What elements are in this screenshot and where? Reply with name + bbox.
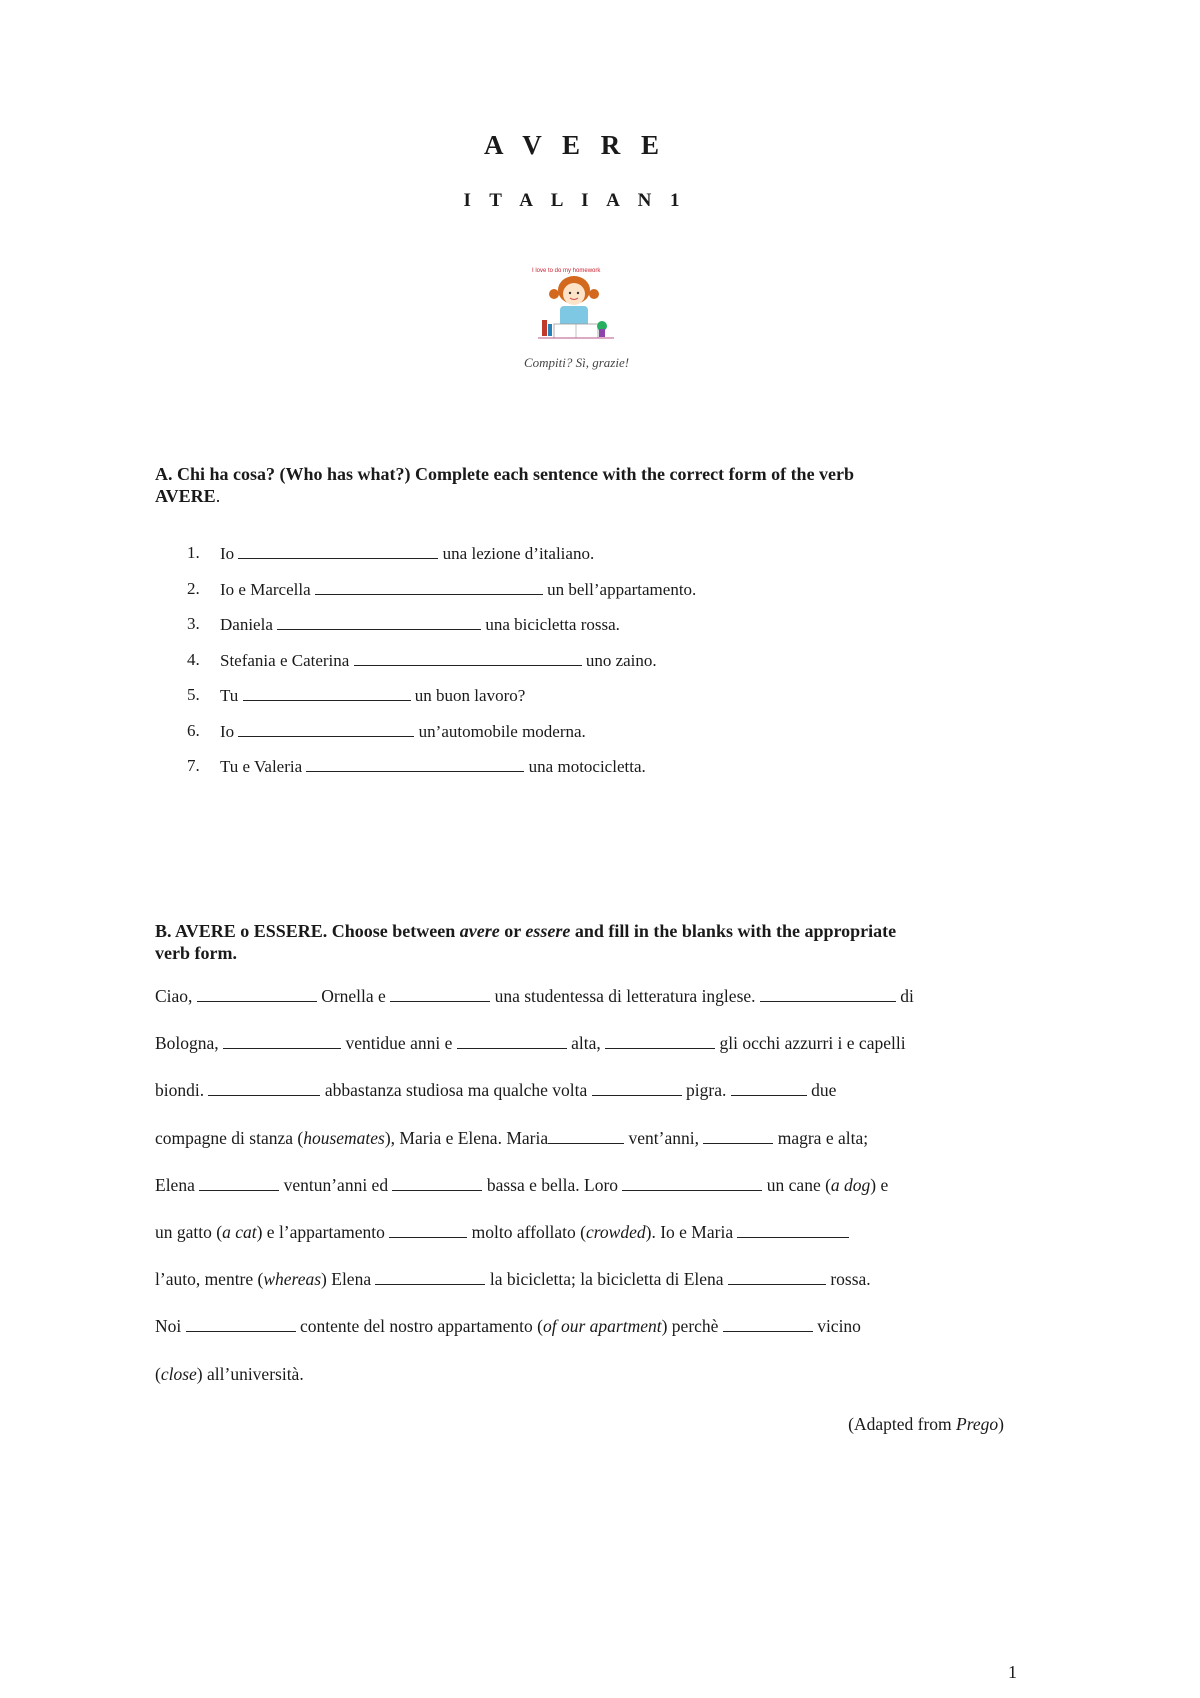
homework-girl-illustration: [530, 262, 630, 354]
text-run: bassa e bella. Loro: [482, 1174, 623, 1195]
answer-blank[interactable]: [389, 1221, 467, 1238]
answer-blank[interactable]: [457, 1032, 567, 1049]
section-b-heading-label: B. AVERE o ESSERE.: [155, 921, 328, 941]
item-number: 6.: [187, 720, 200, 740]
page-subtitle: I T A L I A N 1: [463, 190, 687, 211]
italic-gloss: close: [160, 1363, 197, 1384]
item-ending: un’automobile moderna.: [418, 721, 586, 741]
section-b-paragraph: [155, 985, 1005, 1410]
item-number: 2.: [187, 578, 200, 598]
text-run: magra e alta;: [773, 1127, 869, 1148]
answer-blank[interactable]: [548, 1127, 624, 1144]
illustration-banner: I love to do my homework: [532, 268, 601, 274]
answer-blank[interactable]: [728, 1268, 826, 1285]
credit-text: (Adapted from: [848, 1414, 957, 1434]
answer-blank[interactable]: [605, 1032, 715, 1049]
text-run: ), Maria e Elena. Maria: [384, 1127, 549, 1148]
section-a-heading-text: A. Chi ha cosa? (Who has what?) Complete each sentence with the correct form of the verb: [155, 464, 855, 484]
text-run: alta,: [566, 1033, 606, 1054]
text-run: un gatto (: [155, 1221, 223, 1242]
face-shape: [563, 283, 585, 305]
text-run: Bologna,: [155, 1033, 224, 1054]
text-run: l’auto, mentre (: [155, 1269, 264, 1290]
text-run: ventun’anni ed: [279, 1174, 393, 1195]
item-number: 1.: [187, 543, 200, 562]
item-number: 4.: [187, 649, 200, 669]
italic-gloss: a dog: [830, 1174, 871, 1195]
text-run: ) all’università.: [196, 1363, 304, 1384]
item-number: 3.: [187, 614, 200, 633]
answer-blank[interactable]: [760, 985, 896, 1002]
paragraph-line: [155, 1221, 1005, 1268]
section-b-heading-rest: and fill in the blanks with the appropriate verb form.: [155, 921, 897, 963]
credit-text: ): [998, 1414, 1004, 1434]
text-run: di: [895, 986, 914, 1006]
item-subject: Io e Marcella: [220, 579, 311, 599]
paragraph-line: [155, 1127, 1005, 1174]
answer-blank[interactable]: [315, 578, 543, 595]
paragraph-line: [155, 985, 1005, 1032]
page-title: A V E R E: [483, 130, 667, 160]
italic-gloss: crowded: [586, 1221, 646, 1242]
item-ending: una motocicletta.: [528, 757, 646, 776]
text-run: vicino: [812, 1316, 861, 1337]
text-run: Noi: [155, 1316, 186, 1337]
section-b-heading-text: Choose between: [327, 921, 460, 941]
answer-blank[interactable]: [723, 1315, 813, 1332]
item-subject: Io: [220, 721, 235, 741]
italic-gloss: housemates: [303, 1127, 385, 1148]
item-ending: uno zaino.: [585, 650, 657, 670]
section-b-heading-essere: essere: [525, 921, 571, 941]
answer-blank[interactable]: [223, 1032, 341, 1049]
answer-blank[interactable]: [277, 613, 481, 630]
paragraph-line: [155, 1174, 1005, 1221]
answer-blank[interactable]: [390, 985, 490, 1002]
text-run: ) e: [870, 1174, 889, 1195]
item-ending: un bell’appartamento.: [547, 579, 697, 599]
item-subject: Tu e Valeria: [220, 757, 303, 776]
item-subject: Io: [220, 544, 235, 563]
illustration-caption: Compiti? Sì, grazie!: [523, 355, 630, 370]
text-run: biondi.: [155, 1080, 209, 1101]
text-run: Ornella e: [316, 986, 391, 1006]
answer-blank[interactable]: [592, 1079, 682, 1096]
section-b-heading-or: or: [499, 921, 526, 941]
text-run: Elena: [155, 1174, 200, 1195]
section-a-heading-period: .: [215, 486, 221, 506]
text-run: contente del nostro appartamento (: [295, 1316, 543, 1337]
answer-blank[interactable]: [703, 1127, 773, 1144]
item-subject: Daniela: [220, 615, 273, 634]
answer-blank[interactable]: [208, 1079, 320, 1096]
source-credit: [848, 1414, 1004, 1435]
answer-blank[interactable]: [622, 1174, 762, 1191]
answer-blank[interactable]: [186, 1315, 296, 1332]
answer-blank[interactable]: [354, 649, 582, 666]
text-run: due: [806, 1080, 837, 1101]
page-number: 1: [1008, 1662, 1017, 1682]
text-run: ) perchè: [661, 1316, 723, 1337]
text-run: molto affollato (: [467, 1221, 586, 1242]
italic-gloss: whereas: [263, 1269, 322, 1290]
text-run: Ciao,: [155, 986, 197, 1006]
text-run: rossa.: [825, 1269, 871, 1290]
item-ending: un buon lavoro?: [414, 686, 526, 705]
item-subject: Tu: [220, 686, 239, 705]
paragraph-line: [155, 1079, 1005, 1126]
item-ending: una lezione d’italiano.: [442, 544, 595, 563]
text-run: (: [155, 1363, 161, 1384]
paragraph-line: [155, 1363, 1005, 1410]
answer-blank[interactable]: [199, 1174, 279, 1191]
credit-title: Prego: [956, 1414, 999, 1434]
text-run: ). Io e Maria: [645, 1221, 734, 1242]
answer-blank[interactable]: [238, 542, 438, 559]
paragraph-line: [155, 1032, 1005, 1079]
item-ending: una bicicletta rossa.: [485, 615, 620, 634]
text-run: compagne di stanza (: [155, 1127, 304, 1148]
answer-blank[interactable]: [243, 684, 411, 701]
section-a-heading: [155, 463, 1005, 507]
answer-blank[interactable]: [238, 720, 414, 737]
text-run: un cane (: [762, 1174, 831, 1195]
paragraph-line: [155, 1315, 1005, 1362]
text-run: la bicicletta; la bicicletta di Elena: [485, 1269, 728, 1290]
paragraph-line: [155, 1268, 1005, 1315]
text-run: gli occhi azzurri i e capelli: [715, 1033, 906, 1054]
text-run: abbastanza studiosa ma qualche volta: [320, 1080, 592, 1101]
item-number: 5.: [187, 685, 200, 704]
italic-gloss: a cat: [222, 1221, 257, 1242]
item-subject: Stefania e Caterina: [220, 650, 350, 670]
answer-blank[interactable]: [731, 1079, 807, 1096]
italic-gloss: of our apartment: [542, 1316, 662, 1337]
text-run: vent’anni,: [624, 1127, 704, 1148]
text-run: pigra.: [681, 1080, 731, 1101]
text-run: una studentessa di letteratura inglese.: [490, 986, 760, 1006]
answer-blank[interactable]: [197, 985, 317, 1002]
answer-blank[interactable]: [306, 755, 524, 772]
text-run: ) e l’appartamento: [256, 1221, 390, 1242]
section-b-heading: [155, 920, 935, 964]
section-a-heading-verb: AVERE: [155, 486, 216, 506]
answer-blank[interactable]: [375, 1268, 485, 1285]
answer-blank[interactable]: [737, 1221, 849, 1238]
section-b-heading-avere: avere: [459, 921, 500, 941]
text-run: ) Elena: [321, 1269, 376, 1290]
answer-blank[interactable]: [392, 1174, 482, 1191]
item-number: 7.: [187, 756, 200, 775]
text-run: ventidue anni e: [341, 1033, 457, 1054]
